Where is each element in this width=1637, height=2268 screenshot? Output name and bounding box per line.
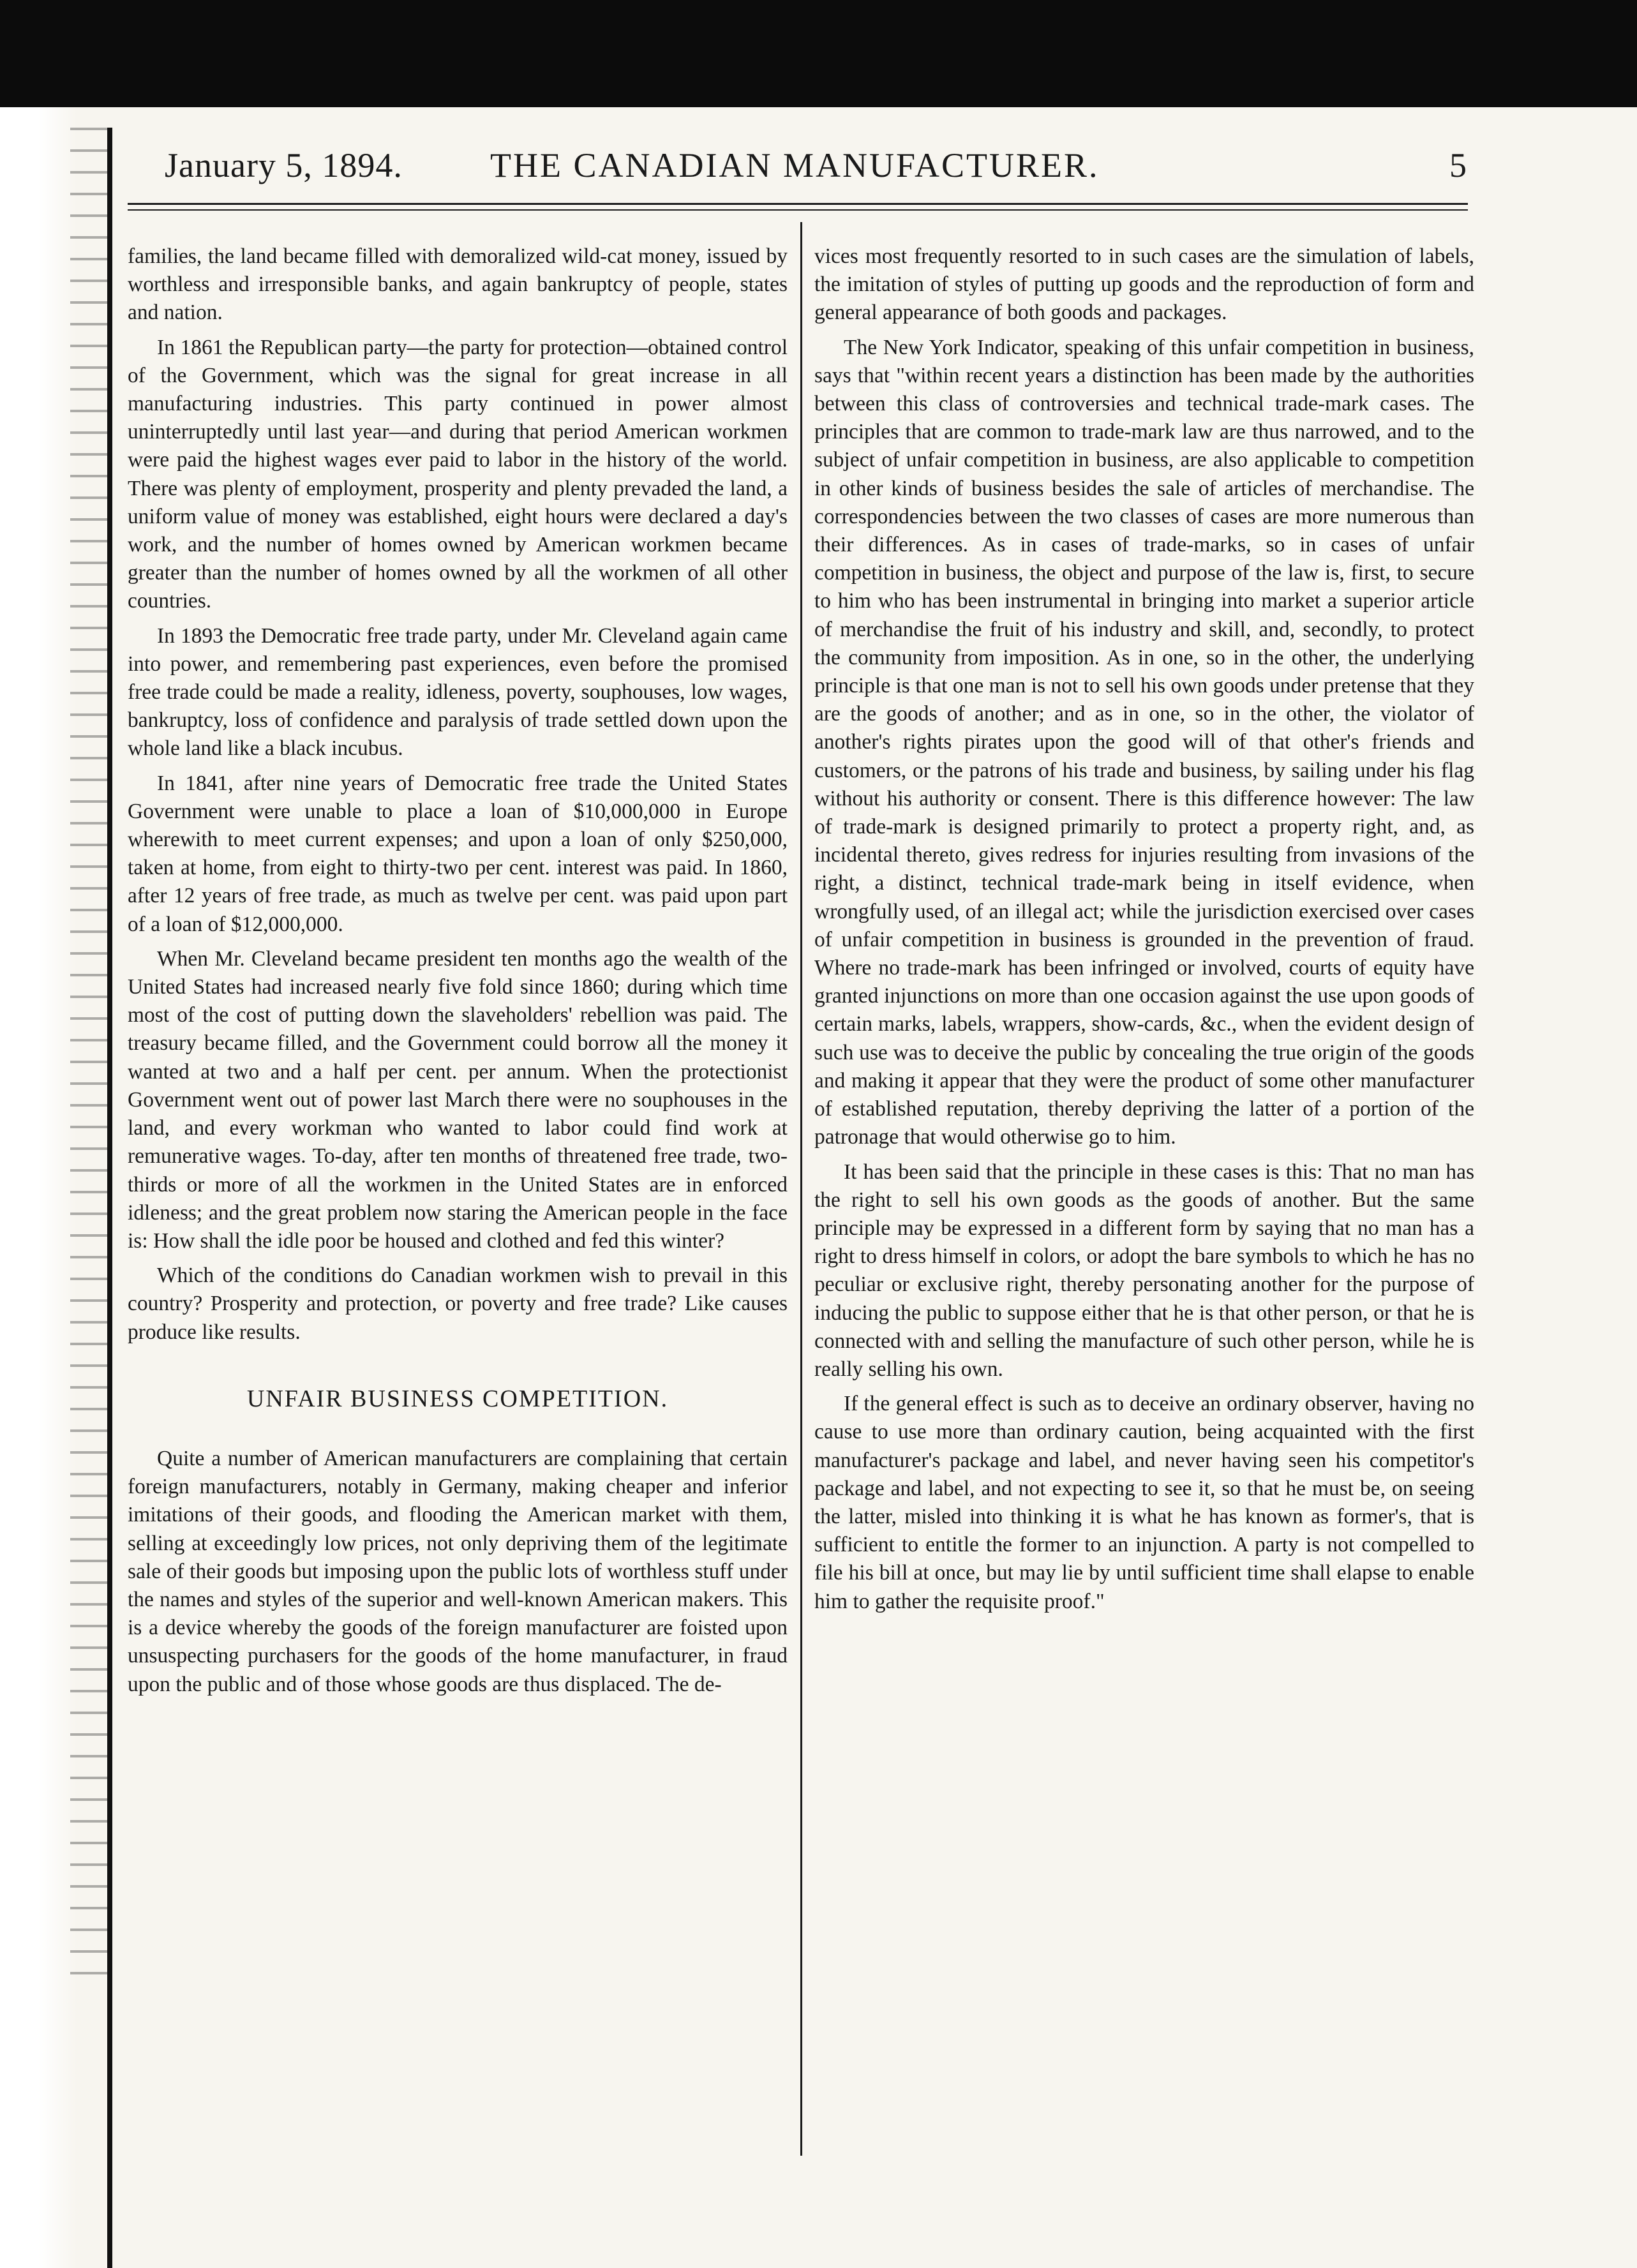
paragraph: Which of the conditions do Canadian workmen wish to prevail in this country? Prosperity and protection, or poverty and free trade? Like causes produce like results.	[128, 1264, 788, 1344]
issue-date: January 5, 1894.	[165, 146, 403, 184]
publication-title: THE CANADIAN MANUFACTURER.	[490, 146, 1100, 184]
scan-top-band	[0, 0, 1637, 107]
paragraph: If the general effect is such as to deceive an ordinary observer, having no cause to use more than ordinary caution, being acquainted with the first manufacturer's package and label, and never having seen his competitor's package and label, and not expecting to see it, so that he must be, on seeing the latter, misled into thinking it is what he has known as former's, that is sufficient to entitle the former to an injunction. A party is not compelled to file his bill at once, but may lie by until sufficient time shall elapse to enable him to gather the requisite proof."	[814, 1392, 1474, 1613]
paragraph: In 1893 the Democratic free trade party, under Mr. Cleveland again came into power, and remembering past experiences, even before the promised free trade could be made a reality, idleness, poverty, souphouses, low wages, bankruptcy, loss of confidence and paralysis of trade settled down upon the whole land like a black incubus.	[128, 623, 788, 761]
paragraph: It has been said that the principle in these cases is this: That no man has the right to sell his own goods as the goods of another. But the same principle may be expressed in a different form by saying that no man has a right to dress himself in colors, or adopt the bare symbols to which he has no peculiar or exclusive right, thereby personating another for the purpose of inducing the public to suppose either that he is that other person, or that he is connected with and selling the manufacture of such other person, while he is really selling his own.	[814, 1160, 1474, 1381]
paragraph: In 1861 the Republican party—the party for protection—obtained control of the Government, which was the signal for great increase in all manufacturing industries. This party continued in power almost uninterruptedly until last year—and during that period American workmen were paid the highest wages ever paid to labor in the history of the world. There was plenty of employment, prosperity and plenty prevaded the land, a uniform value of money was established, eight hours were declared a day's work, and the number of homes owned by American workmen became greater than the number of homes owned by all the workmen of all other countries.	[128, 335, 788, 613]
binding-edge-marks	[70, 128, 107, 1978]
page-number: 5	[1449, 146, 1467, 184]
binding-rule	[107, 128, 112, 2268]
article-heading: UNFAIR BUSINESS COMPETITION.	[246, 1385, 669, 1412]
left-column	[128, 242, 788, 2151]
paragraph: vices most frequently resorted to in such cases are the simulation of labels, the imitation of styles of putting up goods and the reproduction of form and general appearance of both goods and packages.	[814, 244, 1474, 325]
paragraph: The New York Indicator, speaking of this unfair competition in business, says that "within recent years a distinction has been made by the authorities between this class of controversies and technical trade-mark cases. The principles that are common to trade-mark law are thus narrowed, and to the subject of unfair competition in business, are also applicable to competition in other kinds of business besides the sale of articles of merchandise. The correspondencies between the two classes of cases are more numerous than their differences. As in cases of trade-marks, so in cases of unfair competition in business, the object and purpose of the law is, first, to secure to him who has been instrumental in bringing into market a superior article of merchandise the fruit of his industry and skill, and, secondly, to protect the community from imposition. As in one, so in the other, the underlying principle is that one man is not to sell his own goods under pretense that they are the goods of another; and as in one, so in the other, the violator of another's rights pirates upon the good will of that other's friends and customers, or the patrons of his trade and business, by sailing under his flag without his authority or consent. There is this difference however: The law of trade-mark is designed primarily to protect a property right, and, as incidental thereto, gives redress for injuries resulting from invasions of the right, a distinct, technical trade-mark being in itself evidence, when wrongfully used, of an illegal act; while the jurisdiction exercised over cases of unfair competition in business is grounded in the prevention of fraud. Where no trade-mark has been infringed or involved, courts of equity have granted injunctions on more than one occasion against the use upon goods of certain marks, labels, wrappers, show-cards, &c., when the evident design of such use was to deceive the public by concealing the true origin of the goods and making it appear that they were the product of some other manufacturer of established reputation, thereby depriving the latter of a portion of the patronage that would otherwise go to him.	[814, 335, 1474, 1149]
scan-left-margin	[0, 107, 77, 2268]
header-rule-thick	[128, 203, 1468, 205]
header-rule-thin	[128, 209, 1468, 211]
paragraph: Quite a number of American manufacturers are complaining that certain foreign manufacturers, notably in Germany, making cheaper and inferior imitations of their goods, and flooding the American market with them, selling at exceedingly low prices, not only depriving them of the legitimate sale of their goods but imposing upon the public lots of worthless stuff under the names and styles of the superior and well-known American makers. This is a device whereby the goods of the foreign manufacturer are foisted upon unsuspecting purchasers for the goods of the home manufacturer, in fraud upon the public and of those whose goods are thus displaced. The de-	[128, 1446, 788, 1696]
running-header	[165, 145, 1467, 190]
paragraph: In 1841, after nine years of Democratic free trade the United States Government were unable to place a loan of $10,000,000 in Europe wherewith to meet current expenses; and upon a loan of only $250,000, taken at home, from eight to thirty-two per cent. interest was paid. In 1860, after 12 years of free trade, as much as twelve per cent. was paid upon part of a loan of $12,000,000.	[128, 771, 788, 936]
paragraph: When Mr. Cleveland became president ten months ago the wealth of the United States had increased nearly five fold since 1860; during which time most of the cost of putting down the slaveholders' rebellion was paid. The treasury became filled, and the Government could borrow all the money it wanted at two and a half per cent. per annum. When the protectionist Government went out of power last March there were no souphouses in the land, and every workman who wanted to labor could find work at remunerative wages. To-day, after ten months of threatened free trade, two-thirds or more of all the workmen in the United States are in enforced idleness; and the great problem now staring the American people in the face is: How shall the idle poor be housed and clothed and fed this winter?	[128, 946, 788, 1253]
column-divider	[800, 222, 802, 2156]
right-column	[814, 242, 1474, 2151]
paragraph: families, the land became filled with demoralized wild-cat money, issued by worthless and irresponsible banks, and again bankruptcy of people, states and nation.	[128, 244, 788, 325]
